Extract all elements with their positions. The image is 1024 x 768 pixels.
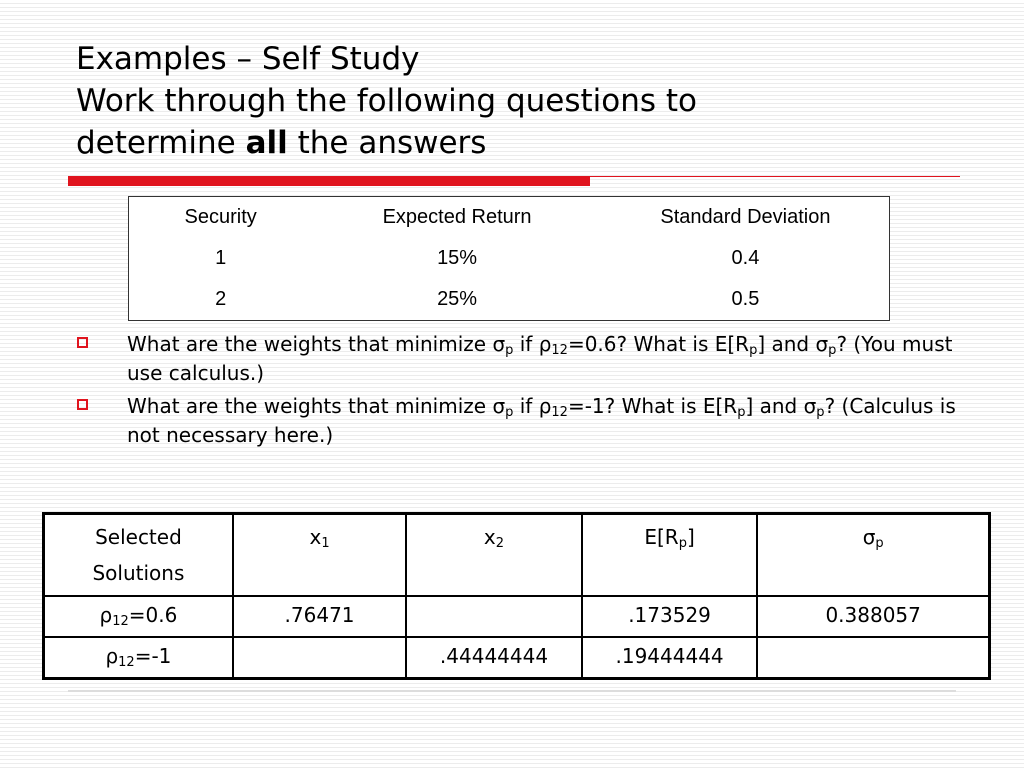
header-x2: $x_2$ [406,514,582,597]
cell-sigma: 0.388057 [757,596,989,637]
solutions-table-header [44,514,990,597]
cell-expected-return: .173529 [582,596,758,637]
header-expected-return-p: $E[R_p]$ [582,514,758,597]
cell-x1: .76471 [233,596,406,637]
header-standard-deviation: Standard Deviation [660,206,831,228]
table-row [129,238,890,279]
header-selected-solutions: Selected Solutions [44,514,233,597]
title-divider-thick [68,176,590,186]
question-text: What are the weights that minimize $\sigma_p$ if $\rho_{12}=0.6$? What is $E[R_p]$ and $\sigma_p$? (You must use calculus.) [127,332,953,385]
question-list [76,330,976,454]
header-security: Security [184,206,257,228]
question-text: What are the weights that minimize $\sigma_p$ if $\rho_{12}=-1$? What is $E[R_p]$ and $\sigma_p$? (Calculus is not necessary here.) [127,394,956,447]
title-line-3 [76,122,976,164]
title-divider-thin [590,176,960,177]
square-bullet-icon [77,337,88,348]
security-table [128,196,890,321]
security-id: 2 [215,288,227,310]
row-label: $\rho_{12}=-1$ [44,637,233,679]
square-bullet-icon [77,399,88,410]
title-line-3-start: determine [76,125,246,161]
expected-return: 15% [437,247,478,269]
expected-return: 25% [437,288,478,310]
cell-sigma [757,637,989,679]
cell-x1 [233,637,406,679]
solutions-table [42,512,991,680]
standard-deviation: 0.5 [731,288,760,310]
table-row [44,596,990,637]
slide-title [76,38,976,164]
table-row [129,279,890,321]
table-row [44,637,990,679]
header-expected-return: Expected Return [382,206,532,228]
security-id: 1 [215,247,227,269]
title-line-2: Work through the following questions to [76,83,698,119]
standard-deviation: 0.4 [731,247,760,269]
header-sigma-p: $\sigma_p$ [757,514,989,597]
security-table-header [129,197,890,239]
question-item [76,330,976,388]
footer-divider [68,690,956,692]
title-emphasis: all [245,125,288,161]
title-line-1: Examples – Self Study [76,41,420,77]
title-line-3-end: the answers [287,125,487,161]
question-item [76,392,976,450]
row-label: $\rho_{12}=0.6$ [44,596,233,637]
header-x1: $x_1$ [233,514,406,597]
cell-x2: .44444444 [406,637,582,679]
cell-expected-return: .19444444 [582,637,758,679]
cell-x2 [406,596,582,637]
